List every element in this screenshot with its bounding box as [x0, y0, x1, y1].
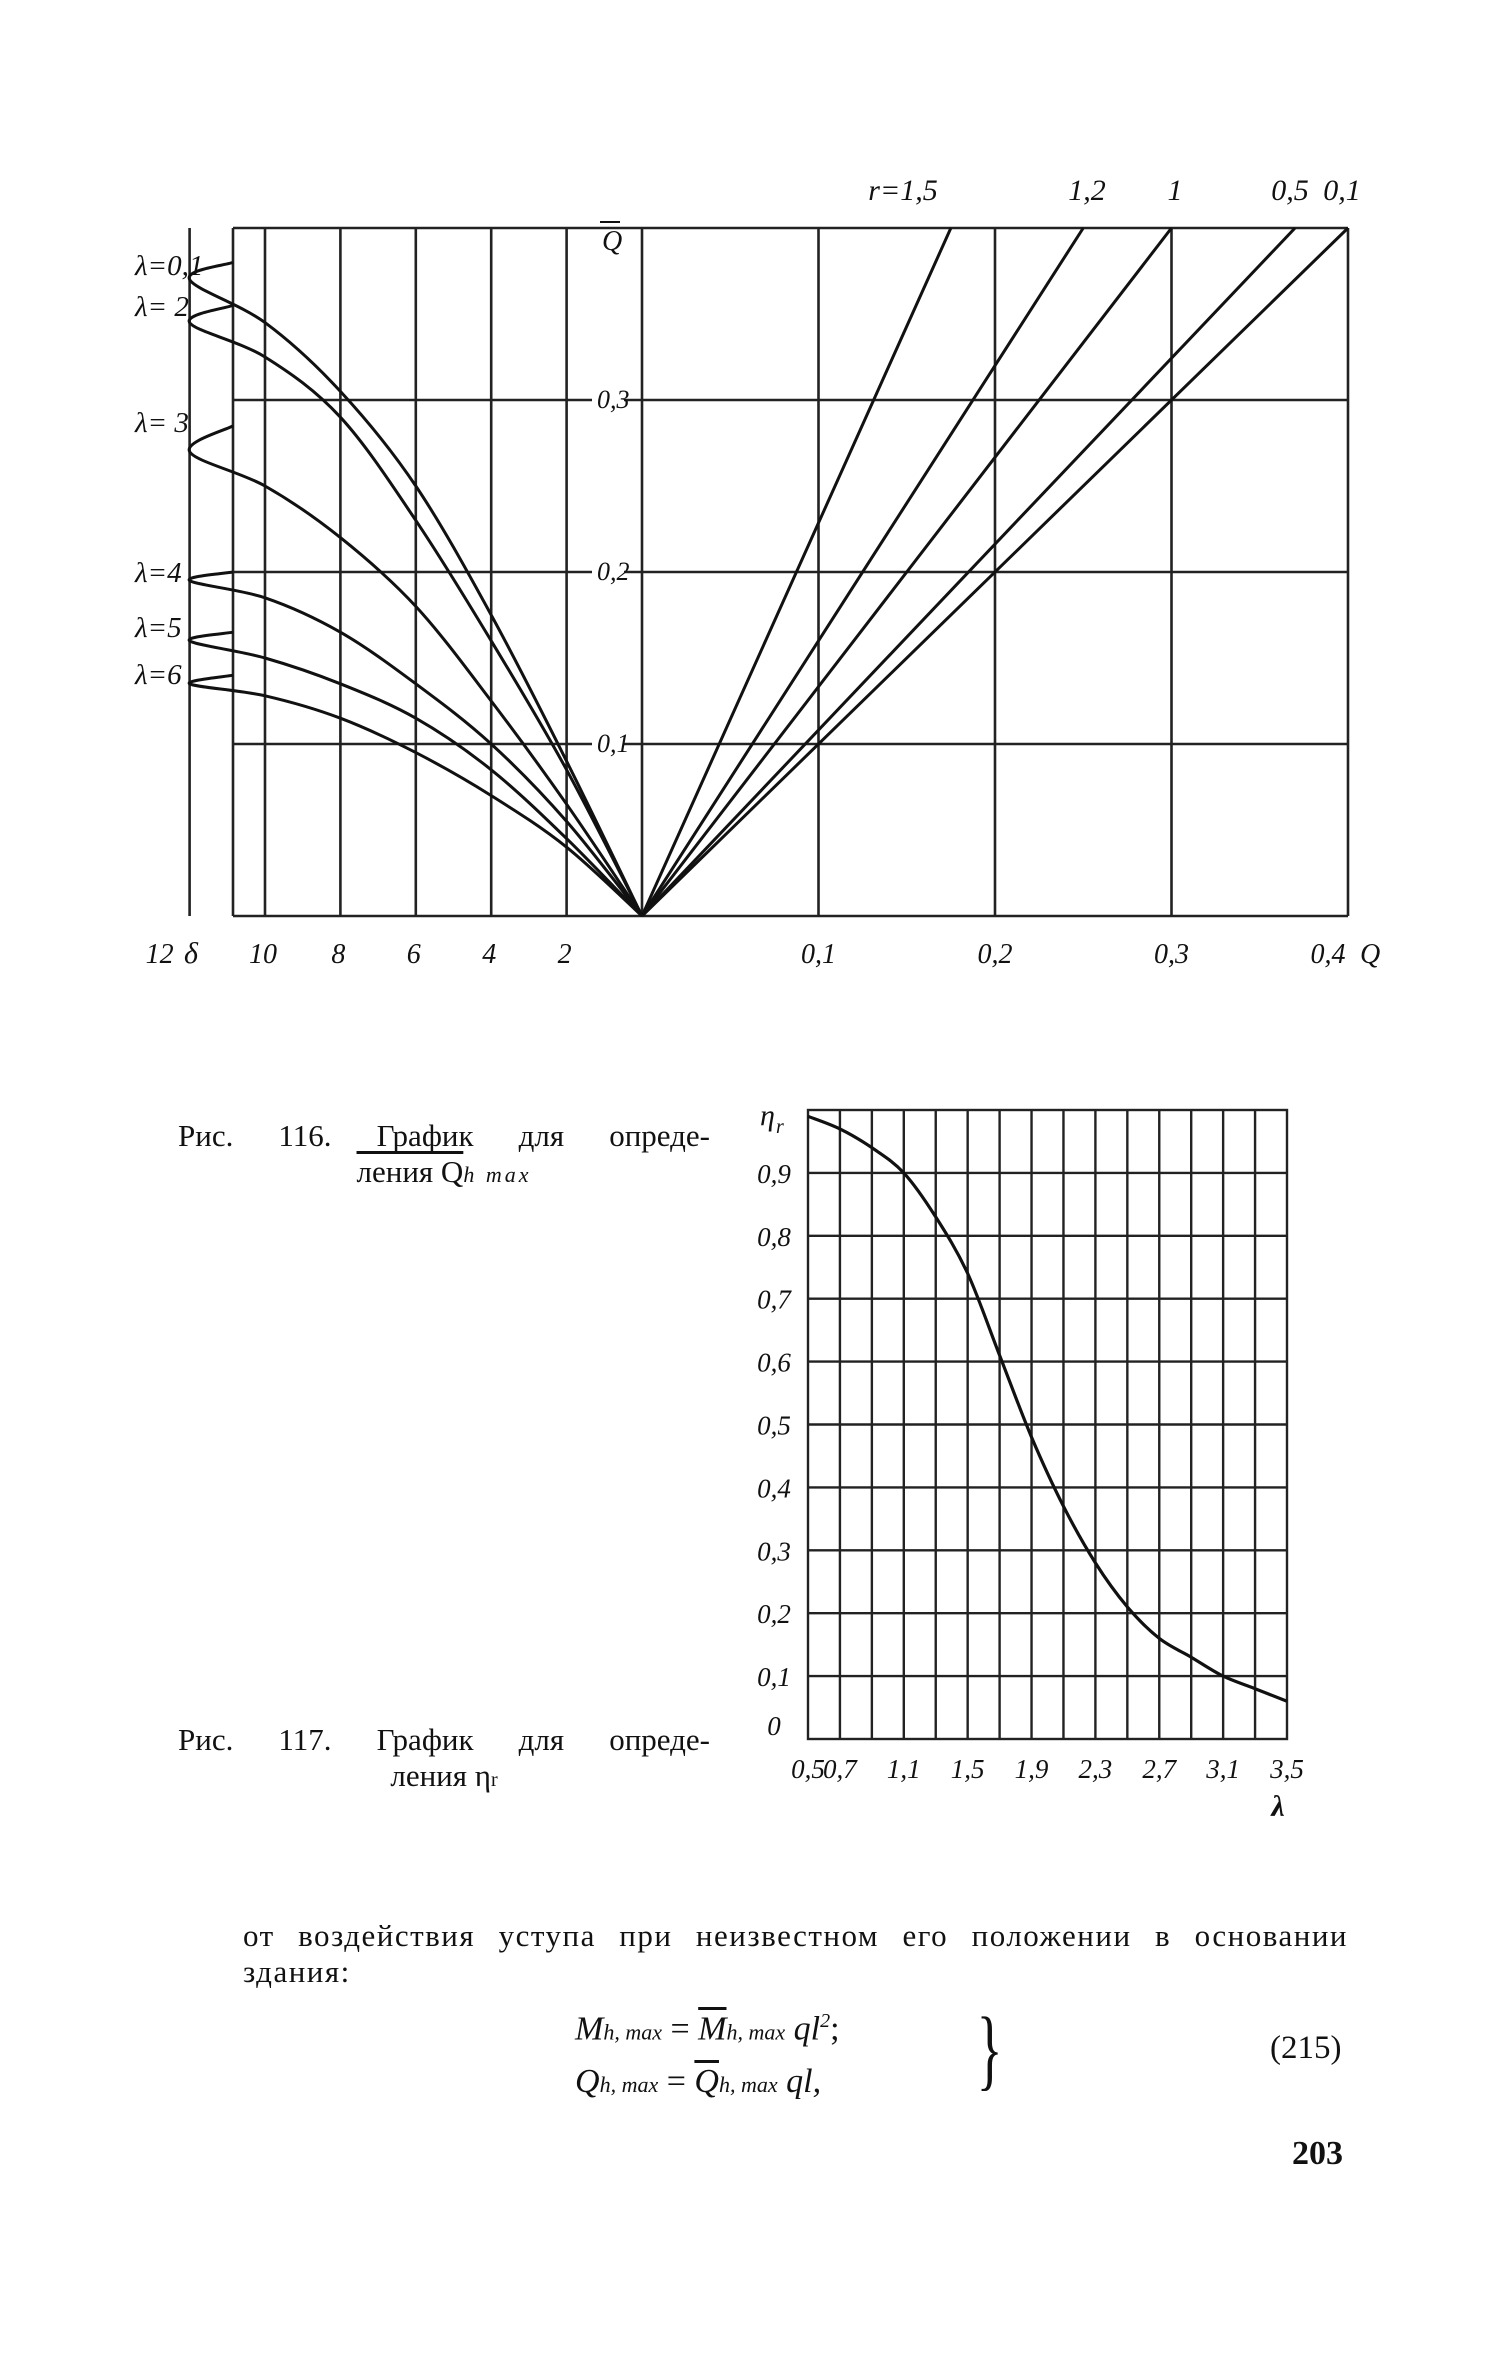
fig116-x-left-tick-label: 4: [482, 939, 497, 970]
fig116-x-right-tick-label: 0,1: [801, 939, 836, 970]
fig117-x-tick-label: 0,7: [823, 1754, 857, 1784]
fig116-y-axis-label: Q: [602, 226, 623, 257]
formula-brace: }: [976, 2000, 1003, 2099]
fig117-x-tick-label: 3,1: [1206, 1754, 1241, 1784]
fig117-y-axis-label: η: [760, 1099, 775, 1132]
fig117-x-tick-label: 1,5: [950, 1754, 985, 1784]
fig116-x-left-tick-label: 8: [331, 939, 346, 970]
fig117-x-tick-label: 2,7: [1142, 1754, 1177, 1784]
caption-fig117-sub: r: [490, 1769, 498, 1791]
caption-fig116-line2: ления Q: [356, 1154, 464, 1189]
formula-2: Qh, $\max = \overline{Q}h$, max ql,: [575, 2063, 822, 2100]
fig116-x-left-tick-label: 2: [557, 939, 572, 970]
fig117-y-tick-label: 0,4: [757, 1473, 791, 1504]
fig116-x-left-label: δ: [184, 937, 198, 970]
paragraph: от воздействия уступа при неизвестном его положении в основании здания:: [243, 1918, 1348, 1989]
fig117-y-tick-label: 0,7: [757, 1284, 791, 1315]
fig117-y-tick-label: 0: [767, 1711, 781, 1741]
fig116-y-tick-label: 0,3: [597, 385, 630, 414]
fig116-x-right-label: Q: [1360, 939, 1381, 970]
fig116-lambda-label: λ= 2: [135, 291, 189, 323]
fig116-lambda-label: λ=6: [135, 659, 182, 691]
fig116-lambda-label: λ= 3: [135, 407, 189, 439]
fig117-y-tick-label: 0,6: [757, 1347, 791, 1378]
fig116-ray-label: 1,2: [1068, 174, 1106, 207]
fig117-x-tick-label: 1,1: [886, 1754, 921, 1784]
fig117-y-axis-sub: r: [776, 1116, 784, 1138]
fig116-y-tick-label: 0,2: [597, 557, 630, 586]
fig116-ray-label: 1: [1167, 174, 1183, 207]
fig116-x-right-tick-label: 0,2: [977, 939, 1013, 970]
fig116-lambda-label: λ=4: [135, 557, 182, 589]
fig116-x-left-tick-label: 10: [249, 939, 277, 970]
fig116-x-right-tick-label: 0,3: [1154, 939, 1189, 970]
fig117-x-tick-label: 0,5: [791, 1754, 825, 1784]
fig116-ray-label: 0,5: [1271, 174, 1309, 207]
fig116-x-left-tick-label: 6: [406, 939, 421, 970]
fig117-y-tick-label: 0,2: [757, 1599, 791, 1630]
caption-fig117-line2: ления η: [390, 1758, 491, 1793]
caption-fig117-line1: Рис. 117. График для опреде-: [178, 1722, 710, 1757]
fig117-x-tick-label: 2,3: [1078, 1754, 1113, 1784]
fig117-x-tick-label: 3,5: [1270, 1754, 1304, 1784]
fig117-x-tick-label: 1,9: [1014, 1754, 1049, 1784]
fig116-lambda-label: λ=0,1: [135, 250, 204, 282]
fig117-x-axis-label: λ: [1271, 1790, 1285, 1823]
figure-117: [757, 1099, 1304, 1823]
caption-fig116-line1: Рис. 116. График для опреде-: [178, 1118, 710, 1153]
fig117-y-tick-label: 0,9: [757, 1158, 791, 1189]
equation-number: (215): [1270, 2030, 1342, 2066]
caption-fig117: [178, 1722, 710, 1798]
fig116-y-tick-label: 0,1: [597, 729, 630, 758]
fig116-lambda-label: λ=5: [135, 612, 182, 644]
fig116-ray-label: 0,1: [1323, 174, 1361, 207]
fig117-y-tick-label: 0,5: [757, 1410, 791, 1441]
fig116-x-left-tick-label: 12: [145, 939, 174, 970]
fig116-ray-label: r=1,5: [868, 174, 938, 207]
fig117-y-tick-label: 0,3: [757, 1536, 791, 1567]
figure-116: [134, 174, 1380, 970]
caption-fig116-sub: h max: [463, 1162, 532, 1187]
fig116-x-right-tick-label: 0,4: [1310, 939, 1346, 970]
caption-fig116: [178, 1118, 710, 1193]
page-number: 203: [1292, 2135, 1343, 2172]
fig117-y-tick-label: 0,8: [757, 1221, 791, 1252]
fig117-y-tick-label: 0,1: [757, 1662, 791, 1693]
formula-1: Mh, $\max = \overline{M}h$, $\max ql^2$;: [575, 2010, 840, 2048]
